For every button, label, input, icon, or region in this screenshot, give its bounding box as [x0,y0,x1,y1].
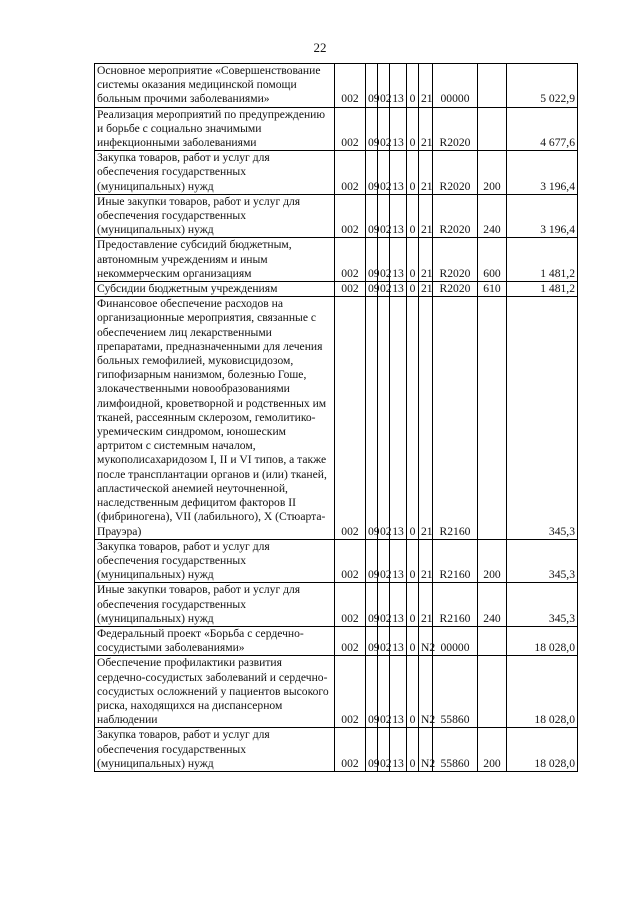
cell-section: 09 [366,151,378,195]
cell-direction: 55860 [433,728,478,772]
cell-subprogram: 0 [407,656,419,728]
cell-main-event: 21 [419,282,433,297]
cell-name: Иные закупки товаров, работ и услуг для обеспечения государственных (муниципальных) нужд [95,194,335,238]
cell-subprogram: 0 [407,282,419,297]
cell-expense-type [478,626,507,655]
budget-table [94,63,578,772]
cell-program: 13 [390,656,407,728]
cell-main-event: 21 [419,194,433,238]
cell-direction: R2020 [433,238,478,282]
cell-name: Закупка товаров, работ и услуг для обеспечения государственных (муниципальных) нужд [95,151,335,195]
cell-subprogram: 0 [407,107,419,151]
table-row [95,297,578,539]
cell-subsection: 02 [378,151,390,195]
cell-direction: R2020 [433,194,478,238]
cell-name: Закупка товаров, работ и услуг для обеспечения государственных (муниципальных) нужд [95,539,335,583]
cell-expense-type: 200 [478,151,507,195]
cell-ministry: 002 [335,539,366,583]
cell-subsection: 02 [378,626,390,655]
cell-ministry: 002 [335,656,366,728]
cell-section: 09 [366,64,378,108]
cell-section: 09 [366,194,378,238]
table-row [95,728,578,772]
cell-name: Предоставление субсидий бюджетным, автономным учреждениям и иным некоммерческим организациям [95,238,335,282]
cell-program: 13 [390,583,407,627]
cell-expense-type [478,64,507,108]
cell-ministry: 002 [335,626,366,655]
cell-subsection: 02 [378,194,390,238]
cell-amount: 18 028,0 [507,728,578,772]
cell-ministry: 002 [335,728,366,772]
cell-direction: R2020 [433,151,478,195]
cell-amount: 3 196,4 [507,194,578,238]
cell-program: 13 [390,64,407,108]
cell-program: 13 [390,151,407,195]
cell-main-event: 21 [419,297,433,539]
cell-subprogram: 0 [407,583,419,627]
cell-amount: 18 028,0 [507,626,578,655]
cell-subprogram: 0 [407,728,419,772]
cell-program: 13 [390,194,407,238]
cell-main-event: 21 [419,151,433,195]
cell-subsection: 02 [378,238,390,282]
cell-subprogram: 0 [407,626,419,655]
cell-expense-type: 240 [478,583,507,627]
cell-subprogram: 0 [407,194,419,238]
cell-name: Реализация мероприятий по предупреждению и борьбе с социально значимыми инфекционными заболеваниями [95,107,335,151]
cell-subsection: 02 [378,656,390,728]
table-row [95,656,578,728]
cell-program: 13 [390,107,407,151]
table-row [95,64,578,108]
cell-subsection: 02 [378,107,390,151]
cell-main-event: N2 [419,626,433,655]
table-row [95,539,578,583]
cell-section: 09 [366,626,378,655]
cell-direction: R2020 [433,107,478,151]
table-row [95,151,578,195]
page-number: 22 [313,40,327,55]
table-row [95,107,578,151]
cell-main-event: N2 [419,656,433,728]
cell-main-event: 21 [419,238,433,282]
cell-program: 13 [390,626,407,655]
cell-main-event: N2 [419,728,433,772]
cell-ministry: 002 [335,583,366,627]
cell-expense-type: 600 [478,238,507,282]
cell-name: Иные закупки товаров, работ и услуг для обеспечения государственных (муниципальных) нужд [95,583,335,627]
cell-name: Обеспечение профилактики развития сердечно-сосудистых заболеваний и сердечно-сосудистых осложнений у пациентов высокого риска, находящихся на диспансерном наблюдении [95,656,335,728]
cell-expense-type: 610 [478,282,507,297]
cell-ministry: 002 [335,64,366,108]
cell-amount: 1 481,2 [507,238,578,282]
cell-subprogram: 0 [407,151,419,195]
cell-expense-type [478,107,507,151]
cell-direction: 55860 [433,656,478,728]
cell-subsection: 02 [378,282,390,297]
cell-amount: 18 028,0 [507,656,578,728]
cell-amount: 345,3 [507,539,578,583]
cell-name: Федеральный проект «Борьба с сердечно-сосудистыми заболеваниями» [95,626,335,655]
cell-ministry: 002 [335,297,366,539]
cell-subsection: 02 [378,539,390,583]
cell-expense-type: 200 [478,728,507,772]
cell-program: 13 [390,539,407,583]
cell-ministry: 002 [335,238,366,282]
cell-name: Субсидии бюджетным учреждениям [95,282,335,297]
cell-section: 09 [366,107,378,151]
cell-main-event: 21 [419,539,433,583]
cell-amount: 345,3 [507,297,578,539]
cell-expense-type [478,656,507,728]
table-row [95,583,578,627]
cell-name: Основное мероприятие «Совершенствование системы оказания медицинской помощи больным прочими заболеваниями» [95,64,335,108]
cell-expense-type: 240 [478,194,507,238]
cell-expense-type: 200 [478,539,507,583]
cell-ministry: 002 [335,194,366,238]
cell-amount: 3 196,4 [507,151,578,195]
cell-expense-type [478,297,507,539]
table-row [95,194,578,238]
cell-section: 09 [366,282,378,297]
cell-program: 13 [390,728,407,772]
cell-subprogram: 0 [407,297,419,539]
cell-section: 09 [366,656,378,728]
cell-section: 09 [366,583,378,627]
cell-subprogram: 0 [407,238,419,282]
cell-direction: R2160 [433,297,478,539]
cell-amount: 345,3 [507,583,578,627]
cell-name: Закупка товаров, работ и услуг для обеспечения государственных (муниципальных) нужд [95,728,335,772]
cell-name: Финансовое обеспечение расходов на организационные мероприятия, связанные с обеспечением лиц лекарственными препаратами, предназначенными для лечения больных гемофилией, муковисцидозом, гипофизарным нанизмом, болезнью Гоше, злокачественными новообразованиями лимфоидной, кроветворной и родственных им тканей, рассеянным склерозом, гемолитико-уремическим синдромом, юношеским артритом с системным началом, мукополисахаридозом I, II и VI типов, а также после трансплантации органов и (или) тканей, апластической анемией неуточненной, наследственным дефицитом факторов II (фибриногена), VII (лабильного), X (Стюарта-Прауэра) [95,297,335,539]
table-row [95,238,578,282]
cell-section: 09 [366,728,378,772]
cell-direction: 00000 [433,626,478,655]
cell-section: 09 [366,238,378,282]
cell-program: 13 [390,297,407,539]
cell-amount: 4 677,6 [507,107,578,151]
cell-subsection: 02 [378,583,390,627]
cell-main-event: 21 [419,583,433,627]
cell-direction: R2160 [433,583,478,627]
cell-ministry: 002 [335,151,366,195]
cell-subprogram: 0 [407,64,419,108]
cell-program: 13 [390,238,407,282]
cell-main-event: 21 [419,64,433,108]
cell-section: 09 [366,539,378,583]
cell-ministry: 002 [335,107,366,151]
cell-direction: R2020 [433,282,478,297]
cell-main-event: 21 [419,107,433,151]
table-row [95,626,578,655]
cell-subsection: 02 [378,728,390,772]
cell-amount: 5 022,9 [507,64,578,108]
cell-program: 13 [390,282,407,297]
cell-subsection: 02 [378,64,390,108]
table-row [95,282,578,297]
cell-section: 09 [366,297,378,539]
cell-subsection: 02 [378,297,390,539]
cell-ministry: 002 [335,282,366,297]
cell-direction: 00000 [433,64,478,108]
cell-amount: 1 481,2 [507,282,578,297]
cell-subprogram: 0 [407,539,419,583]
cell-direction: R2160 [433,539,478,583]
